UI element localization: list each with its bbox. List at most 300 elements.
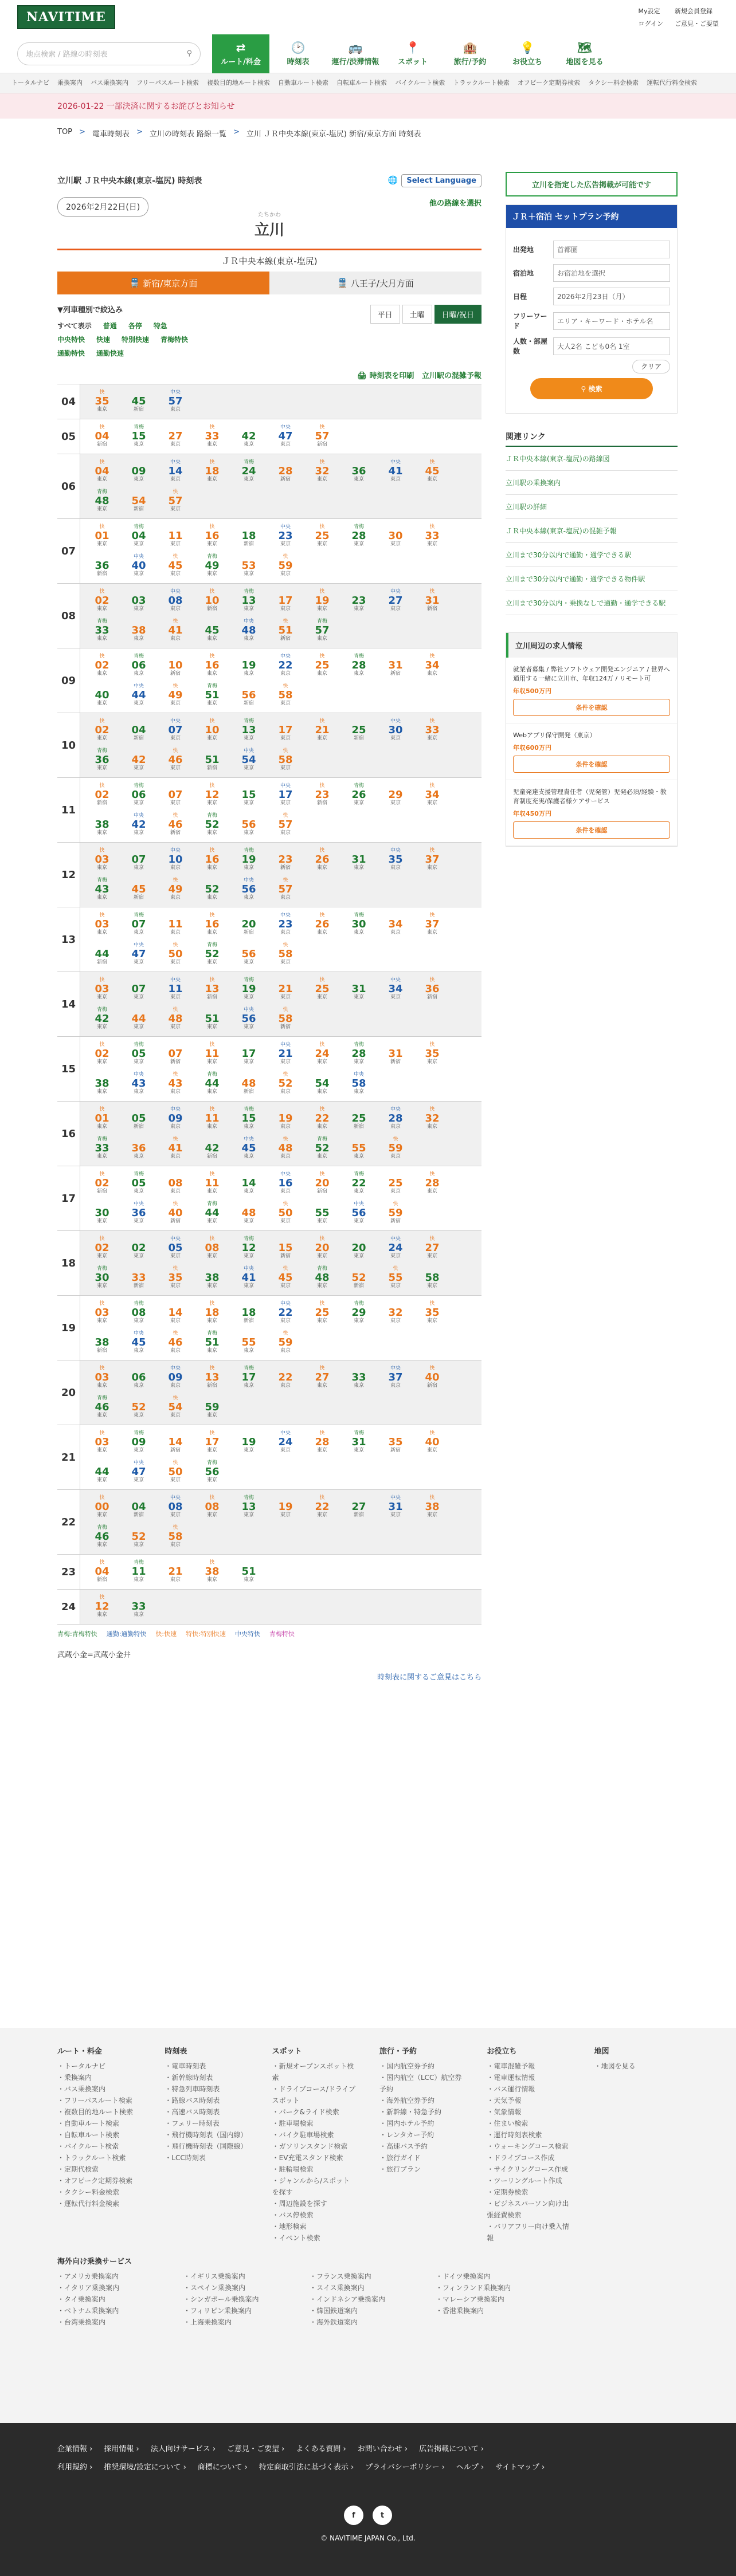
departure[interactable] bbox=[230, 780, 267, 810]
departure[interactable] bbox=[230, 586, 267, 616]
departure[interactable] bbox=[304, 1492, 340, 1522]
departure[interactable] bbox=[194, 1457, 230, 1487]
departure[interactable] bbox=[230, 715, 267, 745]
footer-link[interactable]: ・国内ホテル予約 bbox=[379, 2119, 434, 2127]
language-select-value[interactable]: Select Language bbox=[401, 174, 481, 187]
departure[interactable] bbox=[304, 845, 340, 875]
departure[interactable] bbox=[120, 1393, 157, 1422]
footer-link[interactable]: ・フリーパスルート検索 bbox=[57, 2097, 132, 2105]
subnav-link[interactable]: トータルナビ bbox=[11, 79, 49, 86]
departure[interactable] bbox=[414, 651, 451, 681]
departure[interactable] bbox=[230, 521, 267, 551]
departure[interactable] bbox=[267, 1169, 304, 1198]
departure[interactable] bbox=[267, 845, 304, 875]
ad-placement-button[interactable]: 立川を指定した広告掲載が可能です bbox=[506, 172, 678, 196]
departure[interactable] bbox=[340, 910, 377, 939]
departure[interactable] bbox=[304, 651, 340, 681]
departure[interactable] bbox=[230, 1233, 267, 1263]
departure[interactable] bbox=[194, 521, 230, 551]
departure[interactable] bbox=[84, 521, 120, 551]
departure[interactable] bbox=[84, 910, 120, 939]
departure[interactable] bbox=[414, 1039, 451, 1069]
departure[interactable] bbox=[304, 1263, 340, 1293]
footer-link[interactable]: ・レンタカー予約 bbox=[379, 2131, 434, 2139]
filter-option[interactable]: 通勤快速 bbox=[96, 349, 124, 357]
departure[interactable] bbox=[84, 1328, 120, 1358]
departure[interactable] bbox=[414, 780, 451, 810]
departure[interactable] bbox=[340, 586, 377, 616]
footer-link[interactable]: ・自転車ルート検索 bbox=[57, 2131, 120, 2139]
departure[interactable] bbox=[120, 1004, 157, 1034]
departure[interactable] bbox=[304, 910, 340, 939]
departure[interactable] bbox=[194, 1328, 230, 1358]
departure[interactable] bbox=[230, 1039, 267, 1069]
departure[interactable] bbox=[194, 1557, 230, 1587]
nav-item-2[interactable] bbox=[327, 34, 384, 73]
departure[interactable] bbox=[120, 1457, 157, 1487]
departure[interactable] bbox=[120, 1039, 157, 1069]
departure[interactable] bbox=[194, 910, 230, 939]
departure[interactable] bbox=[230, 1263, 267, 1293]
footer-link[interactable]: ・オフピーク定期券検索 bbox=[57, 2177, 133, 2185]
footer-bottom-link[interactable]: 法人向けサービス › bbox=[150, 2445, 216, 2453]
subnav-link[interactable]: フリーパスルート検索 bbox=[136, 79, 199, 86]
tab-direction-shinjuku[interactable] bbox=[57, 272, 269, 294]
departure[interactable] bbox=[120, 1522, 157, 1552]
footer-link[interactable]: ・ウォーキングコース検索 bbox=[487, 2142, 569, 2150]
intl-link[interactable]: ・香港乗換案内 bbox=[436, 2307, 484, 2315]
filter-option[interactable]: 特別快速 bbox=[122, 336, 150, 344]
departure[interactable] bbox=[157, 586, 194, 616]
footer-link[interactable]: ・電車混雑予報 bbox=[487, 2062, 535, 2070]
departure[interactable] bbox=[304, 616, 340, 646]
related-link[interactable]: 立川まで30分以内で通勤・通学できる駅 bbox=[506, 543, 678, 567]
departure[interactable] bbox=[194, 715, 230, 745]
subnav-link[interactable]: オフピーク定期券検索 bbox=[517, 79, 581, 86]
departure[interactable] bbox=[84, 1169, 120, 1198]
footer-link[interactable]: ・ドライブコース/ドライブスポット bbox=[272, 2085, 356, 2105]
footer-link[interactable]: ・地図を見る bbox=[594, 2062, 636, 2070]
departure[interactable] bbox=[157, 457, 194, 486]
footer-link[interactable]: ・自動車ルート検索 bbox=[57, 2119, 120, 2127]
departure[interactable] bbox=[157, 1039, 194, 1069]
departure[interactable] bbox=[267, 1104, 304, 1134]
departure[interactable] bbox=[304, 1039, 340, 1069]
departure[interactable] bbox=[304, 1198, 340, 1228]
footer-bottom-link[interactable]: 広告掲載について › bbox=[419, 2445, 484, 2453]
departure[interactable] bbox=[414, 1363, 451, 1393]
departure[interactable] bbox=[230, 745, 267, 775]
intl-link[interactable]: ・台湾乗換案内 bbox=[57, 2318, 106, 2326]
departure[interactable] bbox=[194, 1263, 230, 1293]
departure[interactable] bbox=[340, 457, 377, 486]
departure[interactable] bbox=[157, 845, 194, 875]
departure[interactable] bbox=[84, 681, 120, 710]
departure[interactable] bbox=[84, 875, 120, 904]
departure[interactable] bbox=[157, 939, 194, 969]
filter-option[interactable]: 快速 bbox=[96, 336, 111, 344]
departure[interactable] bbox=[120, 486, 157, 516]
job-detail-button[interactable]: 条件を確認 bbox=[513, 756, 670, 773]
departure[interactable] bbox=[84, 1557, 120, 1587]
departure[interactable] bbox=[267, 1069, 304, 1099]
footer-link[interactable]: ・国内航空（LCC）航空券予約 bbox=[379, 2074, 462, 2093]
departure[interactable] bbox=[120, 1198, 157, 1228]
departure[interactable] bbox=[267, 1263, 304, 1293]
departure[interactable] bbox=[120, 1134, 157, 1163]
intl-link[interactable]: ・タイ乗換案内 bbox=[57, 2295, 105, 2303]
job-detail-button[interactable]: 条件を確認 bbox=[513, 699, 670, 716]
departure[interactable] bbox=[267, 651, 304, 681]
filter-option[interactable]: すべて表示 bbox=[57, 322, 92, 330]
departure[interactable] bbox=[157, 875, 194, 904]
footer-link[interactable]: ・海外航空券予約 bbox=[379, 2097, 434, 2105]
departure[interactable] bbox=[120, 422, 157, 451]
subnav-link[interactable]: タクシー料金検索 bbox=[588, 79, 639, 86]
departure[interactable] bbox=[340, 1298, 377, 1328]
departure[interactable] bbox=[230, 1298, 267, 1328]
departure[interactable] bbox=[120, 1427, 157, 1457]
footer-link[interactable]: ・国内航空券予約 bbox=[379, 2062, 434, 2070]
departure[interactable] bbox=[120, 745, 157, 775]
departure[interactable] bbox=[267, 1298, 304, 1328]
job-detail-button[interactable]: 条件を確認 bbox=[513, 821, 670, 839]
footer-link[interactable]: ・乗換案内 bbox=[57, 2074, 92, 2082]
departure[interactable] bbox=[194, 1039, 230, 1069]
departure[interactable] bbox=[377, 1104, 414, 1134]
departure[interactable] bbox=[157, 745, 194, 775]
departure[interactable] bbox=[267, 1039, 304, 1069]
departure[interactable] bbox=[414, 1298, 451, 1328]
departure[interactable] bbox=[267, 810, 304, 840]
departure[interactable] bbox=[414, 845, 451, 875]
footer-link[interactable]: ・EV充電スタンド検索 bbox=[272, 2154, 343, 2162]
departure[interactable] bbox=[194, 1363, 230, 1393]
departure[interactable] bbox=[120, 1233, 157, 1263]
departure[interactable] bbox=[377, 586, 414, 616]
subnav-link[interactable]: トラックルート検索 bbox=[453, 79, 510, 86]
departure[interactable] bbox=[120, 681, 157, 710]
footer-link[interactable]: ・複数目的地ルート検索 bbox=[57, 2108, 134, 2116]
departure[interactable] bbox=[230, 1557, 267, 1587]
breadcrumb-link[interactable]: 立川の時刻表 路線一覧 bbox=[149, 130, 226, 139]
departure[interactable] bbox=[84, 1069, 120, 1099]
footer-link[interactable]: ・バイク駐車場検索 bbox=[272, 2131, 334, 2139]
footer-link[interactable]: ・LCC時刻表 bbox=[165, 2154, 206, 2162]
intl-link[interactable]: ・インドネシア乗換案内 bbox=[310, 2295, 385, 2303]
departure[interactable] bbox=[377, 910, 414, 939]
departure[interactable] bbox=[157, 1457, 194, 1487]
departure[interactable] bbox=[157, 422, 194, 451]
footer-link[interactable]: ・トラックルート検索 bbox=[57, 2154, 126, 2162]
departure[interactable] bbox=[157, 1263, 194, 1293]
departure[interactable] bbox=[304, 422, 340, 451]
footer-link[interactable]: ・新幹線・特急予約 bbox=[379, 2108, 441, 2116]
departure[interactable] bbox=[340, 651, 377, 681]
departure[interactable] bbox=[267, 1198, 304, 1228]
departure[interactable] bbox=[194, 810, 230, 840]
footer-bottom-link[interactable]: プライバシーポリシー › bbox=[365, 2463, 445, 2472]
footer-link[interactable]: ・パーク&ライド検索 bbox=[272, 2108, 339, 2116]
departure[interactable] bbox=[84, 1427, 120, 1457]
footer-link[interactable]: ・ツーリングルート作成 bbox=[487, 2177, 562, 2185]
departure[interactable] bbox=[230, 1104, 267, 1134]
departure[interactable] bbox=[84, 780, 120, 810]
departure[interactable] bbox=[414, 910, 451, 939]
departure[interactable] bbox=[120, 651, 157, 681]
departure[interactable] bbox=[84, 1298, 120, 1328]
footer-link[interactable]: ・天気予報 bbox=[487, 2097, 522, 2105]
footer-link[interactable]: ・ビジネスパーソン向け出張経費検索 bbox=[487, 2200, 569, 2219]
search-input[interactable] bbox=[17, 42, 201, 65]
intl-link[interactable]: ・イタリア乗換案内 bbox=[57, 2284, 120, 2292]
footer-link[interactable]: ・トータルナビ bbox=[57, 2062, 106, 2070]
departure[interactable] bbox=[414, 1427, 451, 1457]
departure[interactable] bbox=[84, 1104, 120, 1134]
footer-bottom-link[interactable]: 特定商取引法に基づく表示 › bbox=[259, 2463, 354, 2472]
departure[interactable] bbox=[194, 651, 230, 681]
departure[interactable] bbox=[414, 1104, 451, 1134]
login-link[interactable]: ログイン bbox=[638, 20, 663, 27]
departure[interactable] bbox=[84, 715, 120, 745]
departure[interactable] bbox=[377, 715, 414, 745]
intl-link[interactable]: ・フィリピン乗換案内 bbox=[183, 2307, 252, 2315]
footer-link[interactable]: ・駐輪場検索 bbox=[272, 2165, 314, 2173]
departure[interactable] bbox=[84, 845, 120, 875]
departure[interactable] bbox=[120, 780, 157, 810]
departure[interactable] bbox=[120, 616, 157, 646]
footer-link[interactable]: ・飛行機時刻表（国内線） bbox=[165, 2131, 248, 2139]
departure[interactable] bbox=[194, 845, 230, 875]
intl-link[interactable]: ・フランス乗換案内 bbox=[310, 2272, 371, 2280]
subnav-link[interactable]: 複数目的地ルート検索 bbox=[207, 79, 271, 86]
departure[interactable] bbox=[157, 1393, 194, 1422]
date-picker[interactable]: 2026年2月22日(日) bbox=[57, 197, 148, 217]
departure[interactable] bbox=[120, 1592, 157, 1622]
departure[interactable] bbox=[157, 1363, 194, 1393]
departure[interactable] bbox=[340, 974, 377, 1004]
departure[interactable] bbox=[377, 1039, 414, 1069]
footer-link[interactable]: ・バリアフリー向け乗入情報 bbox=[487, 2223, 569, 2242]
departure[interactable] bbox=[194, 1427, 230, 1457]
departure[interactable] bbox=[84, 1263, 120, 1293]
departure[interactable] bbox=[84, 651, 120, 681]
departure[interactable] bbox=[157, 651, 194, 681]
keyword-input[interactable]: エリア・キーワード・ホテル名 bbox=[553, 312, 670, 330]
subnav-link[interactable]: 運転代行料金検索 bbox=[647, 79, 698, 86]
departure[interactable] bbox=[267, 715, 304, 745]
departure[interactable] bbox=[230, 845, 267, 875]
departure[interactable] bbox=[230, 810, 267, 840]
footer-bottom-link[interactable]: サイトマップ › bbox=[495, 2463, 545, 2472]
departure[interactable] bbox=[157, 1522, 194, 1552]
departure[interactable] bbox=[120, 875, 157, 904]
departure[interactable] bbox=[120, 1069, 157, 1099]
departure[interactable] bbox=[377, 1169, 414, 1198]
nav-item-1[interactable] bbox=[269, 34, 327, 73]
departure[interactable] bbox=[230, 1328, 267, 1358]
departure[interactable] bbox=[84, 1363, 120, 1393]
footer-link[interactable]: ・定期代検索 bbox=[57, 2165, 99, 2173]
departure[interactable] bbox=[230, 1169, 267, 1198]
departure[interactable] bbox=[230, 616, 267, 646]
departure[interactable] bbox=[84, 1492, 120, 1522]
departure[interactable] bbox=[84, 1233, 120, 1263]
facebook-icon[interactable]: f bbox=[344, 2506, 363, 2525]
related-link[interactable]: 立川まで30分以内で通勤・通学できる物件駅 bbox=[506, 567, 678, 591]
departure[interactable] bbox=[340, 715, 377, 745]
filter-option[interactable]: 青梅特快 bbox=[160, 336, 189, 344]
departure[interactable] bbox=[377, 1134, 414, 1163]
departure[interactable] bbox=[230, 875, 267, 904]
departure[interactable] bbox=[84, 457, 120, 486]
footer-link[interactable]: ・旅行プラン bbox=[379, 2165, 421, 2173]
other-line-link[interactable]: 他の路線を選択 bbox=[429, 199, 481, 208]
footer-link[interactable]: ・運行時刻表検索 bbox=[487, 2131, 542, 2139]
departure[interactable] bbox=[84, 1004, 120, 1034]
departure[interactable] bbox=[84, 810, 120, 840]
departure[interactable] bbox=[157, 1169, 194, 1198]
departure[interactable] bbox=[267, 1004, 304, 1034]
departure[interactable] bbox=[157, 521, 194, 551]
departure[interactable] bbox=[194, 1233, 230, 1263]
departure[interactable] bbox=[267, 1363, 304, 1393]
footer-bottom-link[interactable]: 商標について › bbox=[197, 2463, 248, 2472]
departure[interactable] bbox=[304, 521, 340, 551]
departure[interactable] bbox=[230, 651, 267, 681]
intl-link[interactable]: ・フィンランド乗換案内 bbox=[436, 2284, 511, 2292]
footer-link[interactable]: ・高速バス予約 bbox=[379, 2142, 428, 2150]
departure[interactable] bbox=[84, 616, 120, 646]
departure[interactable] bbox=[377, 457, 414, 486]
departure[interactable] bbox=[194, 616, 230, 646]
departure[interactable] bbox=[84, 551, 120, 581]
departure[interactable] bbox=[157, 486, 194, 516]
intl-link[interactable]: ・スペイン乗換案内 bbox=[183, 2284, 246, 2292]
departure[interactable] bbox=[377, 1363, 414, 1393]
departure[interactable] bbox=[84, 1134, 120, 1163]
print-link[interactable]: 時刻表を印刷 bbox=[369, 372, 414, 380]
footer-link[interactable]: ・ドライブコース作成 bbox=[487, 2154, 555, 2162]
alert-text[interactable]: 2026-01-22 一部決済に関するお詫びとお知らせ bbox=[57, 102, 235, 111]
departure[interactable] bbox=[194, 422, 230, 451]
departure[interactable] bbox=[194, 1104, 230, 1134]
register-link[interactable]: 新規会員登録 bbox=[675, 7, 712, 15]
departure[interactable] bbox=[157, 1427, 194, 1457]
departure[interactable] bbox=[414, 1263, 451, 1293]
departure[interactable] bbox=[84, 1393, 120, 1422]
footer-link[interactable]: ・路線バス時刻表 bbox=[165, 2097, 220, 2105]
departure[interactable] bbox=[230, 1427, 267, 1457]
departure[interactable] bbox=[377, 1492, 414, 1522]
departure[interactable] bbox=[84, 1039, 120, 1069]
filter-option[interactable]: 普通 bbox=[103, 322, 117, 330]
departure[interactable] bbox=[414, 1233, 451, 1263]
people-select[interactable]: 大人2名 こども0名 1室 bbox=[553, 337, 670, 355]
departure[interactable] bbox=[230, 1134, 267, 1163]
departure[interactable] bbox=[267, 939, 304, 969]
departure[interactable] bbox=[194, 551, 230, 581]
departure[interactable] bbox=[194, 1134, 230, 1163]
intl-link[interactable]: ・ベトナム乗換案内 bbox=[57, 2307, 119, 2315]
departure[interactable] bbox=[194, 974, 230, 1004]
departure[interactable] bbox=[120, 910, 157, 939]
departure[interactable] bbox=[267, 616, 304, 646]
departure[interactable] bbox=[120, 939, 157, 969]
footer-bottom-link[interactable]: 採用情報 › bbox=[104, 2445, 139, 2453]
breadcrumb-link[interactable]: TOP bbox=[57, 128, 73, 136]
departure[interactable] bbox=[267, 422, 304, 451]
departure[interactable] bbox=[194, 745, 230, 775]
departure[interactable] bbox=[267, 1233, 304, 1263]
departure[interactable] bbox=[340, 1363, 377, 1393]
footer-link[interactable]: ・フェリー時刻表 bbox=[165, 2119, 220, 2127]
footer-link[interactable]: ・旅行ガイド bbox=[379, 2154, 421, 2162]
departure[interactable] bbox=[230, 1492, 267, 1522]
departure[interactable] bbox=[157, 681, 194, 710]
departure[interactable] bbox=[230, 974, 267, 1004]
related-link[interactable]: ＪＲ中央本線(東京-塩尻)の混雑予報 bbox=[506, 519, 678, 543]
navitime-logo[interactable]: NAVITIME bbox=[17, 5, 115, 29]
tab-day-0[interactable]: 平日 bbox=[370, 305, 400, 324]
footer-link[interactable]: ・イベント検索 bbox=[272, 2234, 320, 2242]
footer-bottom-link[interactable]: 推奨環境/設定について › bbox=[104, 2463, 186, 2472]
departure[interactable] bbox=[340, 1039, 377, 1069]
departure[interactable] bbox=[84, 974, 120, 1004]
departure[interactable] bbox=[194, 681, 230, 710]
departure[interactable] bbox=[377, 651, 414, 681]
footer-link[interactable]: ・新幹線時刻表 bbox=[165, 2074, 213, 2082]
footer-link[interactable]: ・ガソリンスタンド検索 bbox=[272, 2142, 348, 2150]
departure[interactable] bbox=[340, 1492, 377, 1522]
departure[interactable] bbox=[84, 939, 120, 969]
departure[interactable] bbox=[194, 1393, 230, 1422]
departure[interactable] bbox=[84, 586, 120, 616]
footer-link[interactable]: ・バス乗換案内 bbox=[57, 2085, 106, 2093]
footer-link[interactable]: ・地形検索 bbox=[272, 2223, 307, 2231]
departure[interactable] bbox=[377, 521, 414, 551]
related-link[interactable]: ＪＲ中央本線(東京-塩尻)の路線図 bbox=[506, 447, 678, 471]
departure[interactable] bbox=[194, 1004, 230, 1034]
footer-link[interactable]: ・サイクリングコース作成 bbox=[487, 2165, 569, 2173]
departure[interactable] bbox=[340, 1134, 377, 1163]
departure[interactable] bbox=[120, 1263, 157, 1293]
departure[interactable] bbox=[304, 780, 340, 810]
footer-link[interactable]: ・気象情報 bbox=[487, 2108, 522, 2116]
filter-option[interactable]: 特急 bbox=[153, 322, 167, 330]
departure[interactable] bbox=[157, 1104, 194, 1134]
filter-option[interactable]: 通勤特快 bbox=[57, 349, 85, 357]
subnav-link[interactable]: 自動車ルート検索 bbox=[278, 79, 329, 86]
departure[interactable] bbox=[157, 1233, 194, 1263]
departure[interactable] bbox=[377, 1263, 414, 1293]
departure[interactable] bbox=[157, 780, 194, 810]
departure[interactable] bbox=[120, 845, 157, 875]
departure[interactable] bbox=[414, 715, 451, 745]
departure[interactable] bbox=[120, 1104, 157, 1134]
filter-title[interactable]: ▼列車種別で絞込み bbox=[57, 306, 123, 314]
departure[interactable] bbox=[120, 586, 157, 616]
departure[interactable] bbox=[120, 1363, 157, 1393]
departure[interactable] bbox=[267, 521, 304, 551]
footer-bottom-link[interactable]: 利用規約 › bbox=[57, 2463, 93, 2472]
departure[interactable] bbox=[340, 1233, 377, 1263]
departure[interactable] bbox=[267, 974, 304, 1004]
related-link[interactable]: 立川駅の乗換案内 bbox=[506, 471, 678, 495]
intl-link[interactable]: ・海外鉄道案内 bbox=[310, 2318, 358, 2326]
intl-link[interactable]: ・上海乗換案内 bbox=[183, 2318, 232, 2326]
departure[interactable] bbox=[84, 387, 120, 416]
